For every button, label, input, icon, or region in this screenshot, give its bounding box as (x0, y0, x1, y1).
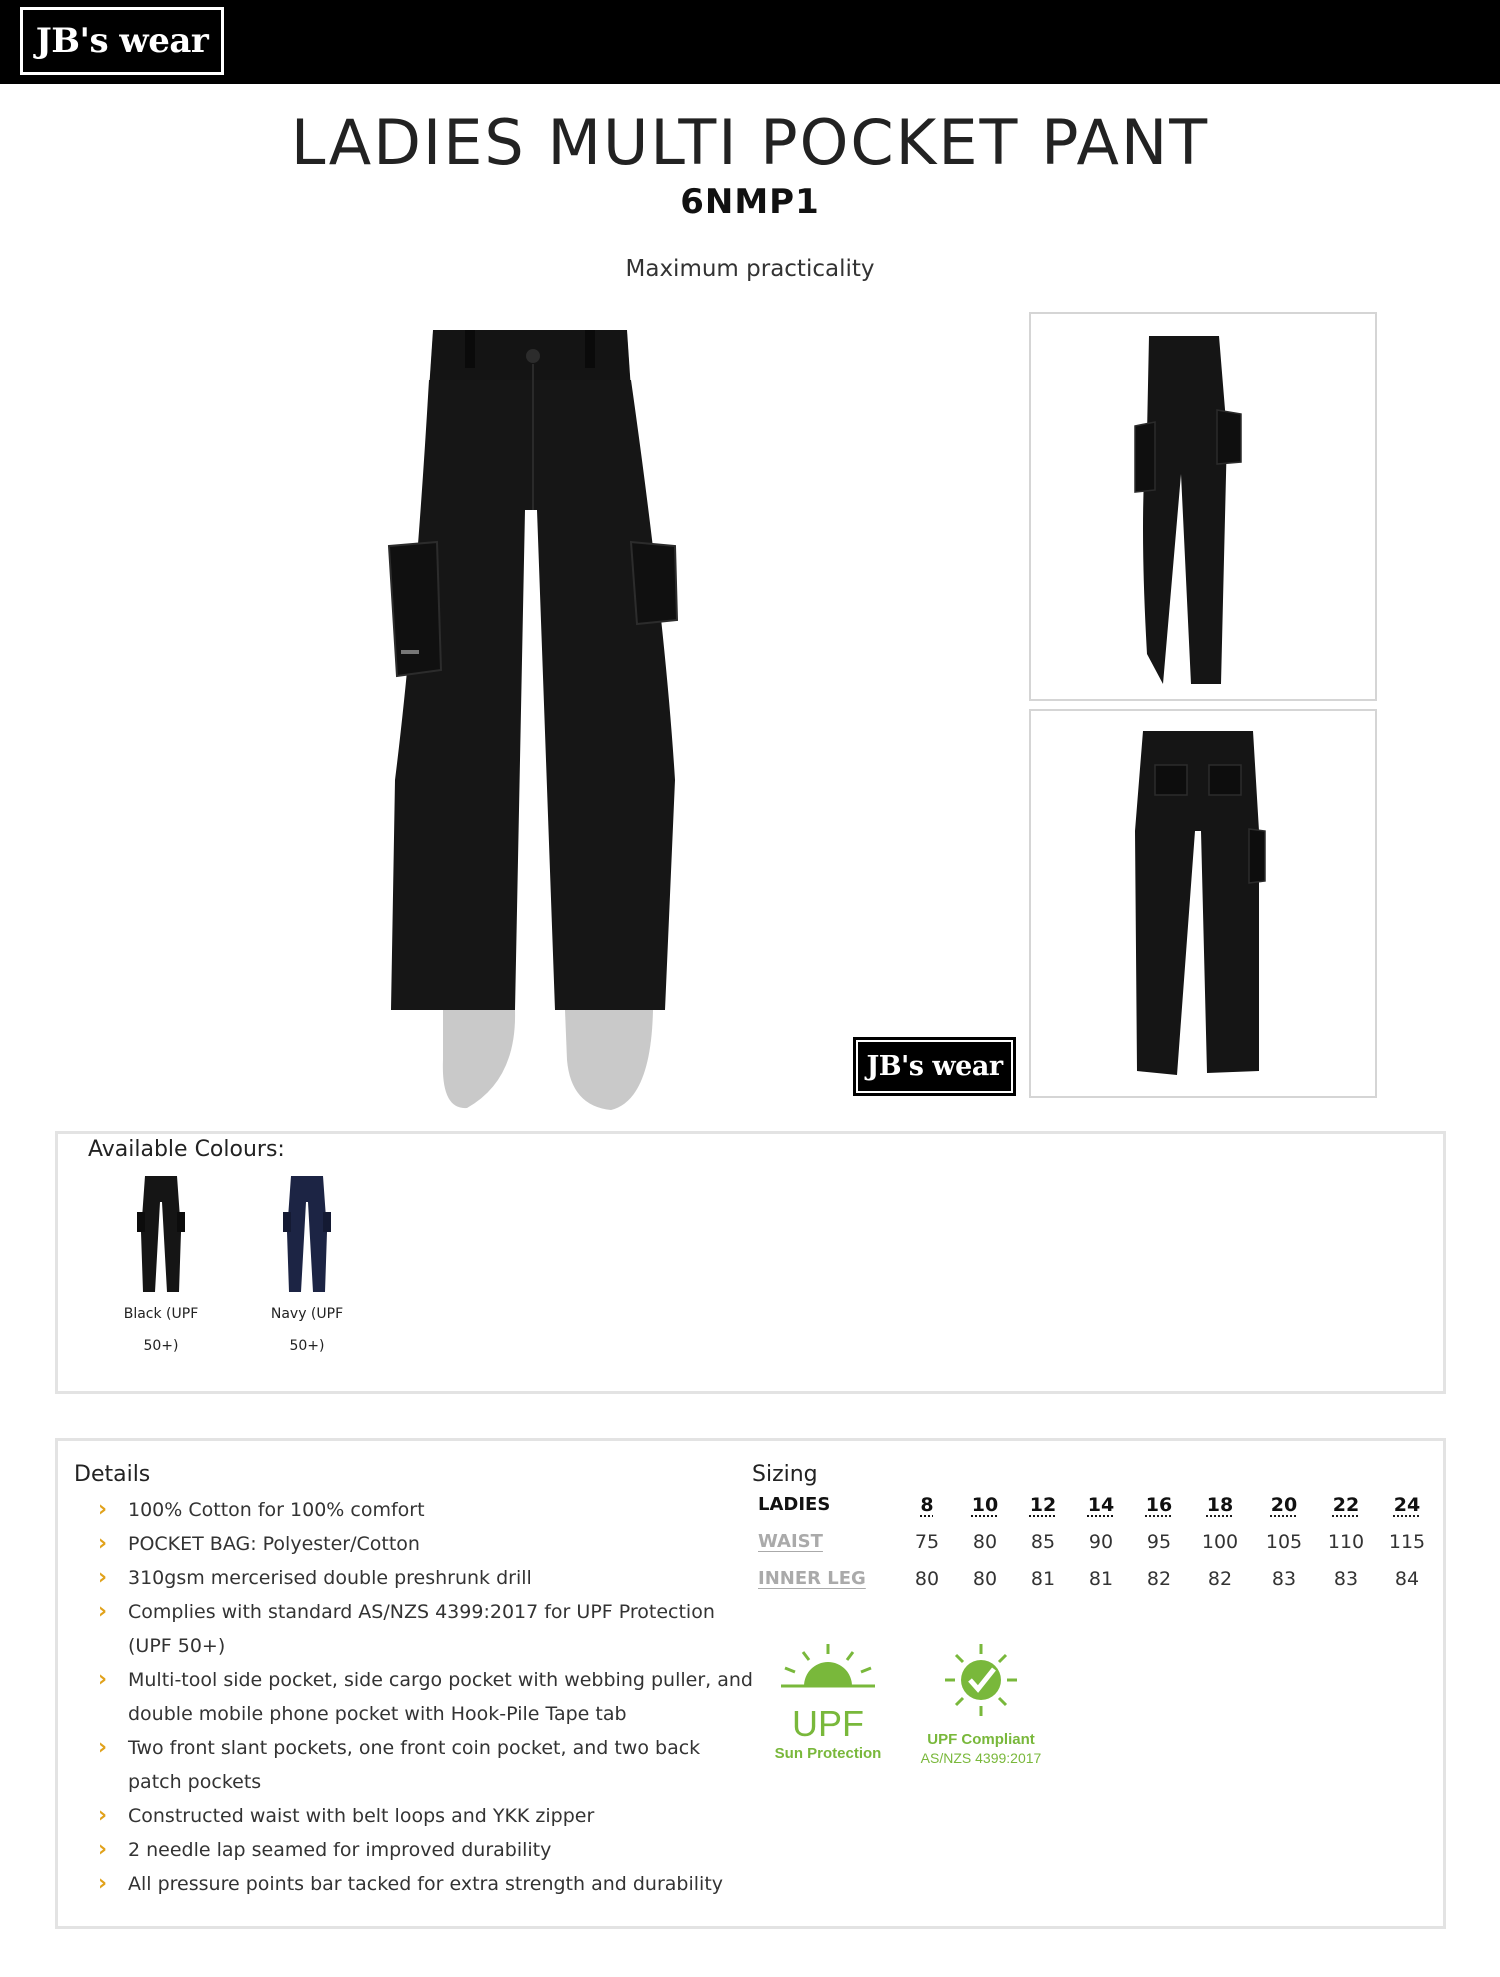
upf-compliant-badge (916, 1640, 1046, 1767)
colour-label-black-line2: 50+) (143, 1338, 179, 1354)
upf-compliant-line2: AS/NZS 4399:2017 (920, 1750, 1042, 1766)
colours-title: Available Colours: (88, 1137, 285, 1162)
size-cell: 14 (1087, 1493, 1115, 1516)
chevron-right-icon: › (98, 1837, 108, 1862)
product-title: LADIES MULTI POCKET PANT (290, 106, 1210, 179)
colour-swatch-navy[interactable] (252, 1172, 362, 1360)
size-cell: 10 (971, 1493, 999, 1516)
check-sun-icon (916, 1640, 1046, 1726)
pant-back-thumbnail[interactable] (1029, 709, 1377, 1098)
row-label-inner-leg: INNER LEG (758, 1568, 866, 1589)
table-cell: 95 (1146, 1530, 1172, 1553)
size-cell: 20 (1270, 1493, 1298, 1516)
upf-compliant-line1: UPF Compliant (927, 1731, 1035, 1748)
table-cell: 81 (1088, 1567, 1114, 1590)
pant-navy-icon (277, 1172, 337, 1296)
chevron-right-icon: › (98, 1497, 108, 1522)
table-cell: 110 (1327, 1530, 1365, 1553)
table-row (752, 1560, 1438, 1597)
chevron-right-icon: › (98, 1667, 108, 1692)
size-cell: 8 (920, 1493, 934, 1516)
upf-text: UPF (792, 1703, 864, 1744)
list-item: › 2 needle lap seamed for improved durability (88, 1833, 758, 1867)
list-item: › Constructed waist with belt loops and YKK zipper (88, 1799, 758, 1833)
table-cell: 81 (1030, 1567, 1056, 1590)
sizing-title: Sizing (752, 1462, 818, 1487)
table-cell: 85 (1030, 1530, 1056, 1553)
table-cell: 82 (1146, 1567, 1172, 1590)
brand-logo-text: JB's wear (35, 21, 209, 61)
details-title: Details (74, 1462, 151, 1487)
table-cell: 83 (1333, 1567, 1359, 1590)
sizing-header-row (752, 1486, 1438, 1523)
sizing-table (752, 1486, 1438, 1597)
colour-label-navy-line2: 50+) (289, 1338, 325, 1354)
table-cell: 84 (1394, 1567, 1420, 1590)
colour-label-navy-line1: Navy (UPF (270, 1306, 344, 1322)
chevron-right-icon: › (98, 1531, 108, 1556)
chevron-right-icon: › (98, 1735, 108, 1760)
upf-sun-protection-badge (763, 1642, 893, 1762)
header-bar (0, 0, 1500, 84)
list-item: › Complies with standard AS/NZS 4399:2017 for UPF Protection (UPF 50+) (88, 1595, 758, 1663)
colour-swatch-black[interactable] (106, 1172, 216, 1360)
table-cell: 105 (1265, 1530, 1303, 1553)
size-cell: 24 (1393, 1493, 1421, 1516)
list-item: › 310gsm mercerised double preshrunk drill (88, 1561, 758, 1595)
table-row (752, 1523, 1438, 1560)
list-item: › Two front slant pockets, one front coin pocket, and two back patch pockets (88, 1731, 758, 1799)
chevron-right-icon: › (98, 1871, 108, 1896)
pant-black-icon (131, 1172, 191, 1296)
watermark-logo-text: JB's wear (866, 1051, 1003, 1082)
brand-logo[interactable] (20, 7, 224, 75)
sun-icon (763, 1642, 893, 1704)
table-cell: 83 (1271, 1567, 1297, 1590)
watermark-logo (853, 1037, 1016, 1096)
colour-label-black-line1: Black (UPF (123, 1306, 199, 1322)
table-cell: 100 (1201, 1530, 1239, 1553)
list-item: › Multi-tool side pocket, side cargo pocket with webbing puller, and double mobile phone pocket with Hook-Pile Tape tab (88, 1663, 758, 1731)
list-item: › POCKET BAG: Polyester/Cotton (88, 1527, 758, 1561)
size-cell: 12 (1029, 1493, 1057, 1516)
table-cell: 80 (914, 1567, 940, 1590)
size-cell: 16 (1145, 1493, 1173, 1516)
table-cell: 82 (1207, 1567, 1233, 1590)
upf-caption: Sun Protection (774, 1745, 882, 1762)
table-cell: 75 (914, 1530, 940, 1553)
size-cell: 22 (1332, 1493, 1360, 1516)
table-cell: 80 (972, 1530, 998, 1553)
table-cell: 115 (1388, 1530, 1426, 1553)
pant-side-thumbnail[interactable] (1029, 312, 1377, 701)
chevron-right-icon: › (98, 1565, 108, 1590)
details-list (88, 1493, 758, 1901)
chevron-right-icon: › (98, 1599, 108, 1624)
available-colours-panel (55, 1131, 1446, 1394)
product-tagline: Maximum practicality (625, 256, 875, 282)
pant-front-image (375, 320, 705, 1110)
sizing-header-label: LADIES (758, 1494, 831, 1515)
chevron-right-icon: › (98, 1803, 108, 1828)
list-item: › All pressure points bar tacked for extra strength and durability (88, 1867, 758, 1901)
size-cell: 18 (1206, 1493, 1234, 1516)
details-sizing-panel (55, 1438, 1446, 1929)
list-item: › 100% Cotton for 100% comfort (88, 1493, 758, 1527)
table-cell: 80 (972, 1567, 998, 1590)
table-cell: 90 (1088, 1530, 1114, 1553)
product-code: 6NMP1 (680, 182, 820, 222)
row-label-waist: WAIST (758, 1531, 823, 1552)
